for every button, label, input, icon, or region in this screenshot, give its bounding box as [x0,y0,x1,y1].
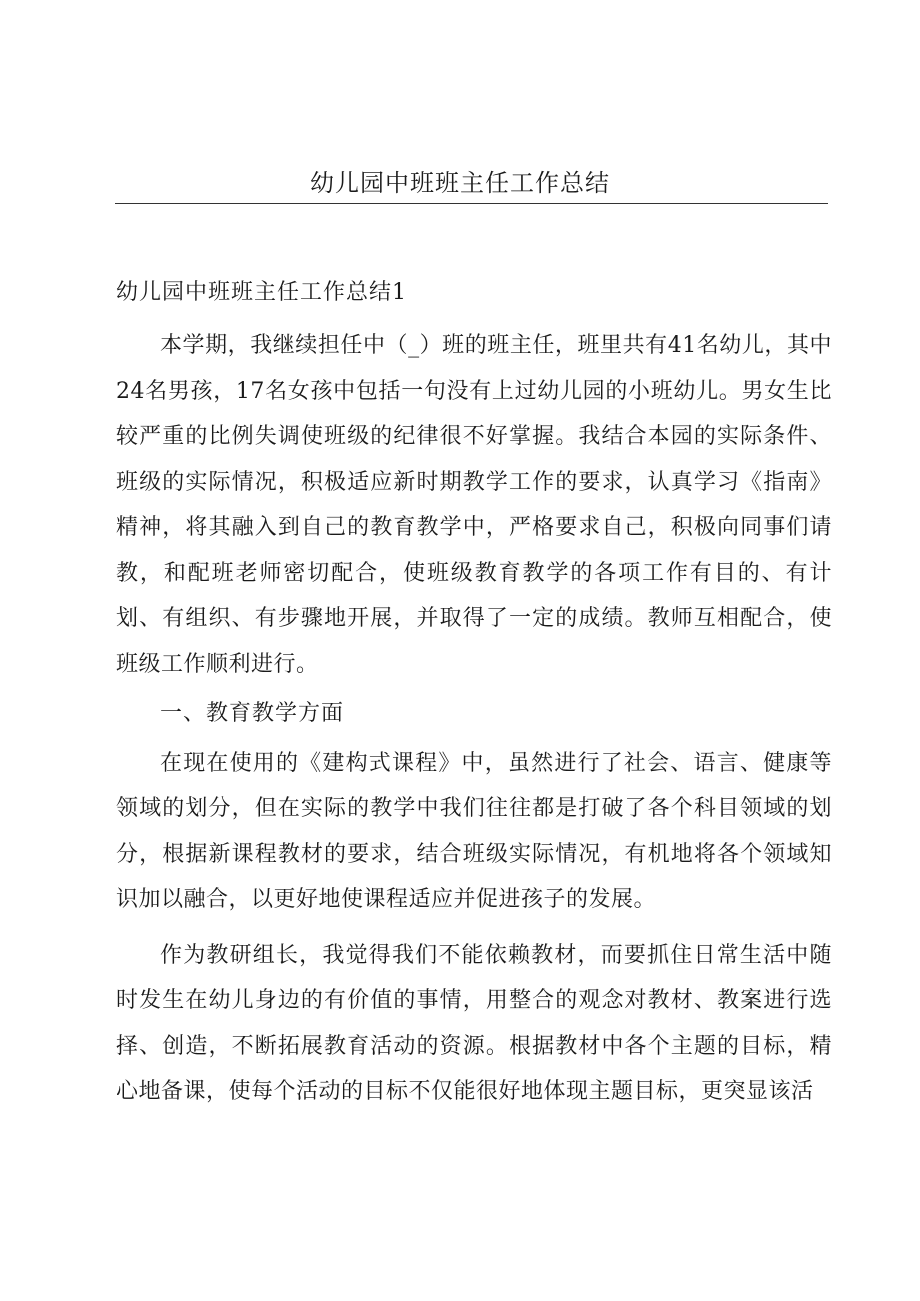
paragraph-research: 作为教研组长，我觉得我们不能依赖教材，而要抓住日常生活中随时发生在幼儿身边的有价值的事情，用整合的观念对教材、教案进行选择、创造，不断拓展教育活动的资源。根据教材中各个主题的目标，精心地备课，使每个活动的目标不仅能很好地体现主题目标，更突显该活 [116,942,832,1104]
document-body [116,270,832,1125]
paragraph-intro: 本学期，我继续担任中（_）班的班主任，班里共有41名幼儿，其中24名男孩，17名女孩中包括一句没有上过幼儿园的小班幼儿。男女生比较严重的比例失调使班级的纪律很不好掌握。我结合本园的实际条件、班级的实际情况，积极适应新时期教学工作的要求，认真学习《指南》精神，将其融入到自己的教育教学中，严格要求自己，积极向同事们请教，和配班老师密切配合，使班级教育教学的各项工作有目的、有计划、有组织、有步骤地开展，并取得了一定的成绩。教师互相配合，使班级工作顺利进行。 [116,333,832,677]
section-heading: 幼儿园中班班主任工作总结1 [116,280,407,305]
paragraph-curriculum: 在现在使用的《建构式课程》中，虽然进行了社会、语言、健康等领域的划分，但在实际的教学中我们往往都是打破了各个科目领域的划分，根据新课程教材的要求，结合班级实际情况，有机地将各个领域知识加以融合，以更好地使课程适应并促进孩子的发展。 [116,750,832,912]
document-title: 幼儿园中班班主任工作总结 [310,169,610,197]
title-underline [115,203,828,204]
subheading-teaching: 一、教育教学方面 [160,701,345,726]
